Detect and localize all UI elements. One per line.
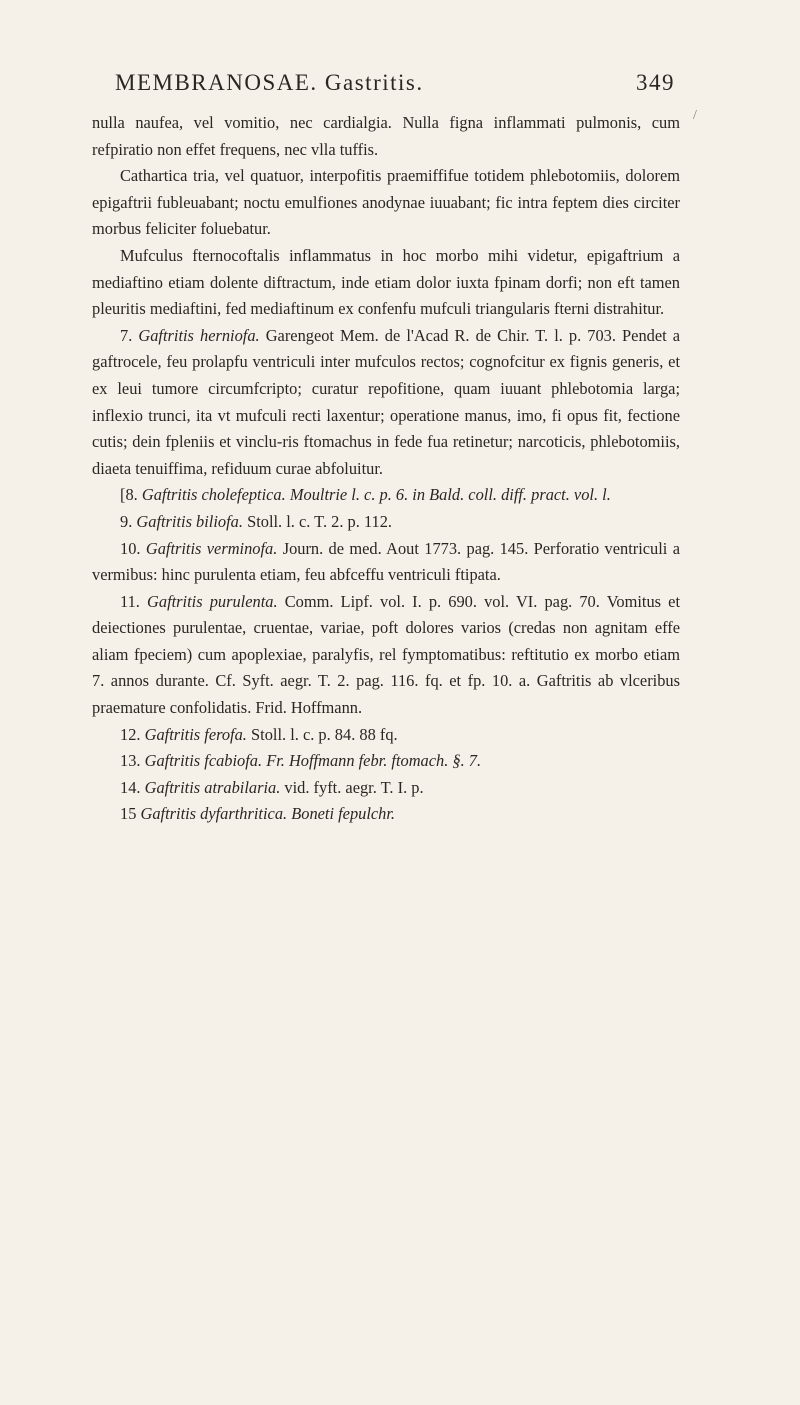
entry-13 <box>92 748 680 775</box>
entry-9 <box>92 509 680 536</box>
entry-text: Perforatio ventriculi a vermibus: hinc purulenta etiam, feu abfceffu ventriculi ftipata. <box>92 538 680 585</box>
entry-11 <box>92 589 680 722</box>
entry-number: 12. <box>120 724 141 744</box>
entry-number: 7. <box>120 325 133 345</box>
entry-number: 13. <box>120 751 141 771</box>
paragraph-text: nulla naufea, vel vomitio, nec cardialgia. Nulla figna inflammati pulmonis, cum refpiratio non effet frequens, nec vlla tuffis. <box>92 113 680 159</box>
page-body <box>92 110 680 828</box>
entry-15 <box>92 801 680 828</box>
entry-title: Gaftritis dyfarthritica. <box>140 804 288 824</box>
paragraph-continuation <box>92 110 680 163</box>
entry-title: Gaftritis cholefeptica. <box>141 485 286 505</box>
entry-reference: Stoll. l. c. p. 84. 88 fq. <box>251 724 398 744</box>
entry-reference: Stoll. l. c. T. 2. p. 112. <box>247 511 393 531</box>
entry-text: Pendet a gaftrocele, feu prolapfu ventriculi inter mufculos rectos; cognofcitur ex fignis generis, et ex leui tumore circumfcripto; curatur repofitione, quam iuuant phlebotomia larga; inflexio trunci, ita vt mufculi recti laxentur; operatione manus, imo, fi opus fit, fectione cutis; dein fpleniis et vinclu-ris ftomachus in fede fua retinetur; narcoticis, phlebotomiis, diaeta tenuiffima, refiduum curae abfoluitur. <box>92 325 680 478</box>
entry-8 <box>92 482 680 509</box>
entry-title: Gaftritis herniofa. <box>138 325 260 345</box>
margin-mark: / <box>693 108 697 123</box>
entry-title: Gaftritis purulenta. <box>147 591 278 611</box>
paragraph-text: Mufculus fternocoftalis inflammatus in hoc morbo mihi videtur, epigaftrium a mediaftino etiam dolente diftractum, inde etiam dolor iuxta fpinam dorfi; non eft tamen pleuritis mediaftini, fed mediaftinum ex confenfu mufculi triangularis fterni distrahitur. <box>92 245 680 319</box>
entry-title: Gaftritis verminofa. <box>145 538 278 558</box>
entry-number: [8. <box>120 485 138 505</box>
entry-number: 15 <box>120 804 137 824</box>
entry-title: Gaftritis biliofa. <box>136 511 243 531</box>
entry-14 <box>92 775 680 802</box>
paragraph <box>92 243 680 323</box>
entry-reference: Journ. de med. Aout 1773. pag. 145. <box>282 538 529 558</box>
page-number: 349 <box>636 70 675 95</box>
entry-reference: vid. fyft. aegr. T. I. p. <box>284 777 424 797</box>
entry-reference: Comm. Lipf. vol. I. p. 690. vol. VI. pag. 70. <box>284 591 600 611</box>
entry-reference: Boneti fepulchr. <box>291 804 396 824</box>
entry-number: 11. <box>120 591 140 611</box>
entry-reference: Moultrie l. c. p. 6. in Bald. coll. diff. pract. vol. l. <box>289 485 611 505</box>
entry-12 <box>92 722 680 749</box>
entry-number: 10. <box>120 538 141 558</box>
entry-title: Gaftritis atrabilaria. <box>144 777 281 797</box>
entry-number: 14. <box>120 777 141 797</box>
paragraph <box>92 163 680 243</box>
running-header <box>115 70 675 98</box>
running-title: MEMBRANOSAE. Gastritis. <box>115 70 424 95</box>
entry-reference: Garengeot Mem. de l'Acad R. de Chir. T. l. p. 703. <box>265 325 616 345</box>
entry-title: Gaftritis fcabiofa. <box>144 751 263 771</box>
entry-10 <box>92 536 680 589</box>
entry-text: Vomitus et deiectiones purulentae, cruentae, variae, poft dolores varios (credas non agnitam effe aliam fpeciem) cum apoplexiae, paralyfis, rel fymptomatibus: reftitutio ex morbo etiam 7. annos durante. Cf. Syft. aegr. T. 2. pag. 116. fq. et fp. 10. a. Gaftritis ab vlceribus praemature confolidatis. Frid. Hoffmann. <box>92 591 681 718</box>
entry-title: Gaftritis ferofa. <box>144 724 247 744</box>
entry-7 <box>92 323 680 483</box>
paragraph-text: Cathartica tria, vel quatuor, interpofitis praemiffifue totidem phlebotomiis, dolorem epigaftrii fubleuabant; noctu emulfiones anodynae iuuabant; fic intra feptem dies circiter morbus feliciter foluebatur. <box>92 166 680 239</box>
entry-number: 9. <box>120 511 133 531</box>
entry-reference: Fr. Hoffmann febr. ftomach. §. 7. <box>266 751 482 771</box>
